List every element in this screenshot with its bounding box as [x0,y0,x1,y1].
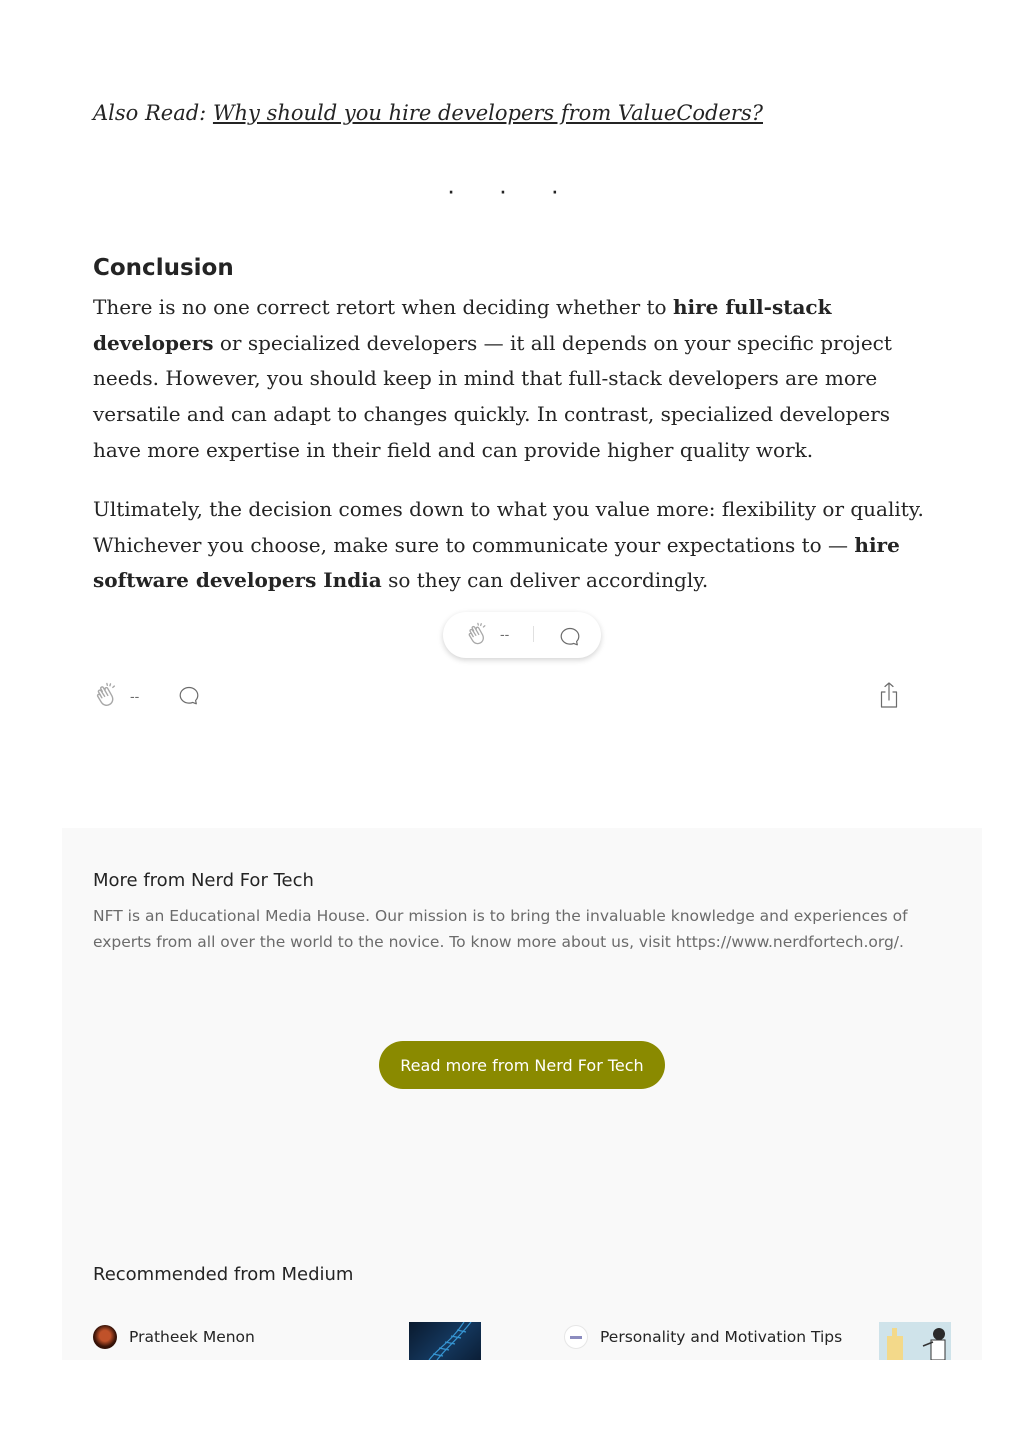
avatar [93,1325,117,1349]
recommended-item[interactable] [93,1324,255,1350]
article-actions [93,680,901,714]
also-read [93,101,943,125]
comment-icon[interactable] [177,683,201,707]
share-icon[interactable] [877,680,901,710]
p1-text-b: or specialized developers — it all depends on your specific project needs. However, you should keep in mind that full-stack developers are more versatile and can adapt to changes quickly. In contrast, specialized developers have more expertise in their field and can provide higher quality work. [93,330,892,462]
recommended-item[interactable] [564,1324,842,1350]
clap-count: -- [500,626,510,642]
section-separator: · · · [446,175,578,205]
read-more-button[interactable]: Read more from Nerd For Tech [379,1041,665,1089]
conclusion-paragraph-1 [93,290,943,469]
also-read-link[interactable]: Why should you hire developers from ValueCoders? [212,101,763,125]
comment-icon[interactable] [558,624,582,648]
recommended-author[interactable]: Pratheek Menon [129,1328,255,1346]
more-from-title: More from Nerd For Tech [93,870,314,891]
clap-count: -- [130,688,140,704]
conclusion-paragraph-2 [93,492,943,599]
avatar [564,1325,588,1349]
p2-text-b: so they can deliver accordingly. [381,568,709,593]
also-read-prefix: Also Read: [93,101,213,125]
p2-bold: hire software developers India [93,532,900,593]
recommended-thumbnail[interactable] [409,1322,481,1360]
clap-icon[interactable] [93,682,121,710]
p2-text-a: Ultimately, the decision comes down to what you value more: flexibility or quality. Whichever you choose, make sure to communicate your expectations to — [93,497,924,557]
conclusion-heading: Conclusion [93,255,234,281]
floating-action-bar [443,612,601,658]
p1-bold: hire full-stack developers [93,295,832,355]
recommended-author[interactable]: Personality and Motivation Tips [600,1328,843,1346]
recommended-thumbnail[interactable] [879,1322,951,1360]
more-from-description: NFT is an Educational Media House. Our mission is to bring the invaluable knowledge and experiences of experts from all over the world to the novice. To know more about us, visit https://www.nerdfortech.org/. [93,907,908,951]
recommended-title: Recommended from Medium [93,1264,354,1285]
action-divider [533,626,534,642]
p1-text-a: There is no one correct retort when deciding whether to [93,295,673,319]
clap-icon[interactable] [465,622,491,648]
